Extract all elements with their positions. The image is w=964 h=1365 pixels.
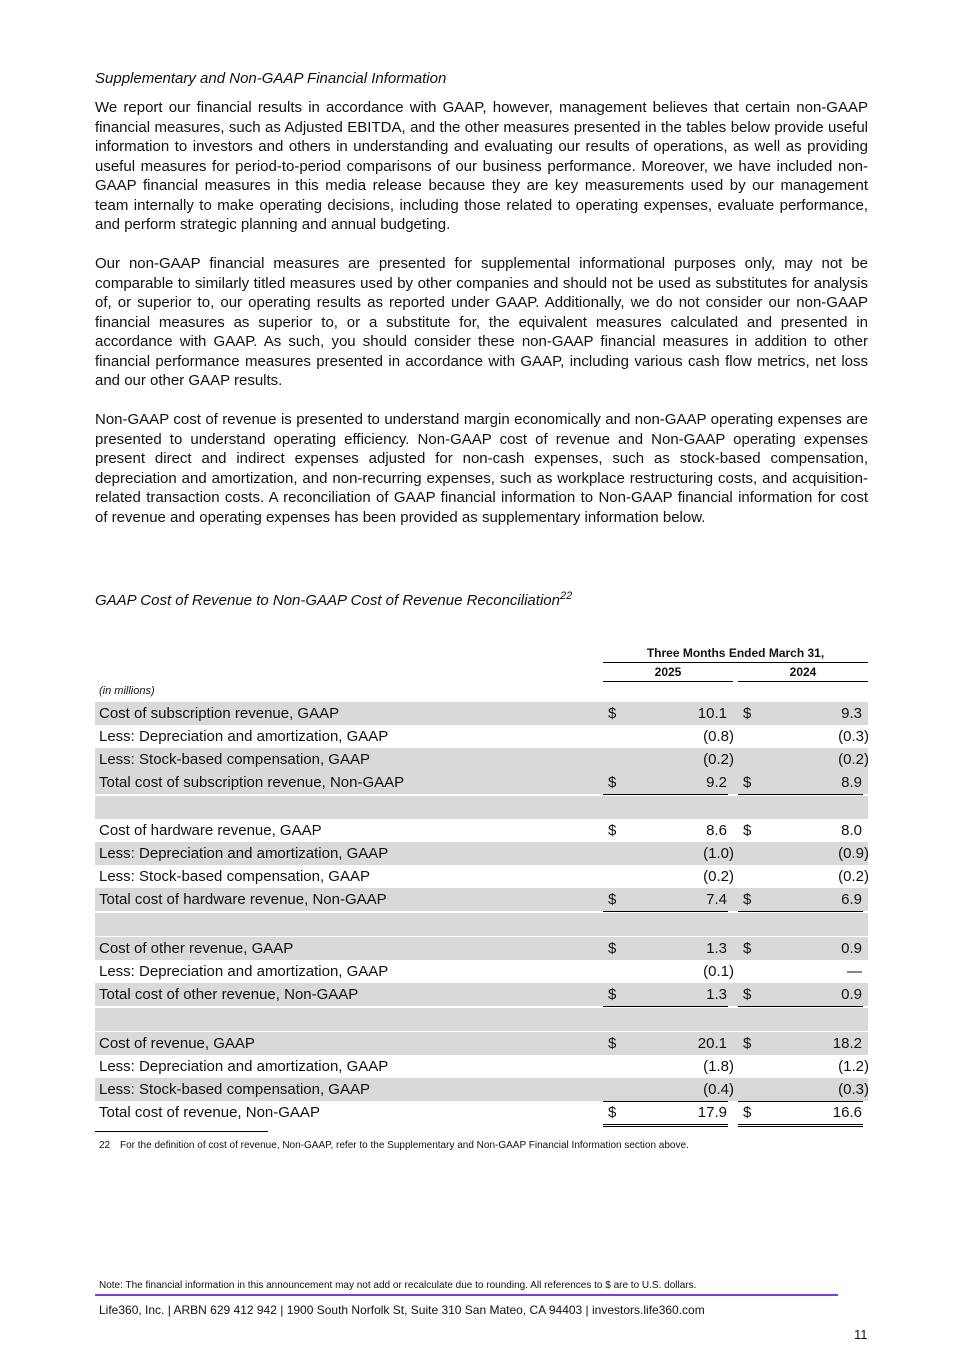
value-cell-2025 — [603, 725, 734, 748]
amount: (0.2) — [703, 751, 734, 768]
amount: (0.2) — [838, 868, 869, 885]
value-cell-2024 — [738, 819, 863, 842]
paragraph-1: We report our financial results in accordance with GAAP, however, management believes that certain non-GAAP financial measures, such as Adjusted EBITDA, and the other measures presented in the tables below provide useful information to investors and others in understanding and evaluating our results of operations, as well as providing useful measures for period-to-period comparisons of our business performance. Moreover, we have included non-GAAP financial measures in this media release because they are key measurements used by our management team internally to make operating decisions, including those related to operating expenses, evaluate performance, and perform strategic planning and annual budgeting. — [95, 99, 868, 233]
currency-symbol: $ — [608, 940, 617, 957]
currency-symbol: $ — [743, 822, 752, 839]
currency-symbol: $ — [608, 1035, 617, 1052]
table-row — [95, 983, 868, 1006]
row-label: Total cost of hardware revenue, Non-GAAP — [99, 891, 387, 908]
table-row — [95, 748, 868, 771]
page-number: 11 — [854, 1327, 868, 1342]
value-cell-2025 — [603, 1078, 734, 1102]
row-label: Cost of revenue, GAAP — [99, 1035, 255, 1052]
value-cell-2025 — [603, 888, 728, 914]
row-label: Total cost of subscription revenue, Non-GAAP — [99, 774, 405, 791]
value-cell-2024 — [738, 888, 863, 914]
table-title — [95, 592, 572, 609]
table-spacer-row — [95, 1008, 868, 1031]
value-cell-2024 — [738, 771, 863, 797]
value-cell-2024 — [738, 1055, 869, 1078]
footnote-number: 22 — [99, 1140, 111, 1151]
footnote — [99, 1140, 689, 1151]
row-label: Cost of other revenue, GAAP — [99, 940, 294, 957]
amount: (0.2) — [838, 751, 869, 768]
value-cell-2024 — [738, 1032, 863, 1055]
table-row — [95, 865, 868, 888]
table-row — [95, 819, 868, 842]
table-spacer-row — [95, 796, 868, 819]
value-cell-2024 — [738, 796, 863, 819]
currency-symbol: $ — [743, 1035, 752, 1052]
amount: — — [847, 963, 862, 980]
currency-symbol: $ — [608, 774, 617, 791]
amount: 10.1 — [697, 705, 727, 722]
amount: (0.9) — [838, 845, 869, 862]
value-cell-2025 — [603, 819, 728, 842]
footnote-divider — [95, 1131, 268, 1132]
value-cell-2025 — [603, 865, 734, 889]
amount: (0.3) — [838, 1081, 869, 1098]
amount: 18.2 — [832, 1035, 862, 1052]
amount: 0.9 — [841, 940, 862, 957]
amount: (0.8) — [703, 728, 734, 745]
value-cell-2024 — [738, 937, 863, 960]
section-title: Supplementary and Non-GAAP Financial Information — [95, 70, 447, 87]
amount: 20.1 — [697, 1035, 727, 1052]
value-cell-2024 — [738, 725, 869, 748]
row-label: Less: Depreciation and amortization, GAAP — [99, 963, 389, 980]
row-label: Less: Depreciation and amortization, GAAP — [99, 1058, 389, 1075]
amount: 1.3 — [706, 940, 727, 957]
year-header-2025: 2025 — [603, 665, 733, 682]
row-label: Less: Stock-based compensation, GAAP — [99, 1081, 370, 1098]
amount: (1.0) — [703, 845, 734, 862]
units-label: (in millions) — [99, 685, 155, 697]
row-label: Less: Depreciation and amortization, GAAP — [99, 728, 389, 745]
amount: 1.3 — [706, 986, 727, 1003]
value-cell-2025 — [603, 1032, 728, 1055]
amount: (1.2) — [838, 1058, 869, 1075]
currency-symbol: $ — [743, 705, 752, 722]
value-cell-2024 — [738, 865, 869, 889]
value-cell-2025 — [603, 702, 728, 725]
company-info: Life360, Inc. | ARBN 629 412 942 | 1900 South Norfolk St, Suite 310 San Mateo, CA 94403 | investors.life360.com — [99, 1303, 705, 1317]
amount: (1.8) — [703, 1058, 734, 1075]
value-cell-2024 — [738, 1078, 869, 1102]
table-row — [95, 1101, 868, 1124]
table-row — [95, 725, 868, 748]
amount: (0.3) — [838, 728, 869, 745]
value-cell-2025 — [603, 1055, 734, 1078]
row-label: Total cost of other revenue, Non-GAAP — [99, 986, 359, 1003]
value-cell-2025 — [603, 960, 734, 984]
period-header: Three Months Ended March 31, — [603, 646, 868, 663]
amount: (0.2) — [703, 868, 734, 885]
amount: 17.9 — [697, 1104, 727, 1121]
amount: 16.6 — [832, 1104, 862, 1121]
currency-symbol: $ — [743, 940, 752, 957]
footer-divider — [95, 1294, 838, 1296]
table-title-text: GAAP Cost of Revenue to Non-GAAP Cost of Revenue Reconciliation — [95, 592, 560, 609]
paragraph-2: Our non-GAAP financial measures are presented for supplemental informational purposes only, may not be comparable to similarly titled measures used by other companies and should not be used as substitutes for analysis of, or superior to, our operating results as reported under GAAP. Additionally, we do not consider our non-GAAP financial measures as superior to, or a substitute for, the equivalent measures calculated and presented in accordance with GAAP. As such, you should consider these non-GAAP financial measures in addition to other financial performance measures presented in accordance with GAAP, including various cash flow metrics, net loss and our other GAAP results. — [95, 255, 868, 389]
value-cell-2024 — [738, 1008, 863, 1031]
row-label: Cost of hardware revenue, GAAP — [99, 822, 322, 839]
value-cell-2024 — [738, 842, 869, 865]
value-cell-2024 — [738, 983, 863, 1009]
value-cell-2024 — [738, 960, 863, 984]
table-row — [95, 1078, 868, 1101]
table-title-footnote-ref: 22 — [559, 590, 573, 602]
value-cell-2025 — [603, 1101, 728, 1127]
table-spacer-row — [95, 913, 868, 936]
amount: 7.4 — [706, 891, 727, 908]
amount: 8.9 — [841, 774, 862, 791]
table-row — [95, 702, 868, 725]
row-label: Less: Stock-based compensation, GAAP — [99, 751, 370, 768]
amount: 9.3 — [841, 705, 862, 722]
value-cell-2025 — [603, 748, 734, 772]
row-label: Less: Stock-based compensation, GAAP — [99, 868, 370, 885]
table-row — [95, 842, 868, 865]
value-cell-2024 — [738, 748, 869, 772]
value-cell-2025 — [603, 842, 734, 865]
currency-symbol: $ — [743, 1104, 752, 1121]
currency-symbol: $ — [743, 986, 752, 1003]
paragraph-3: Non-GAAP cost of revenue is presented to understand margin economically and non-GAAP operating expenses are presented to understand operating efficiency. Non-GAAP cost of revenue and Non-GAAP operating expenses present direct and indirect expenses adjusted for non-cash expenses, such as stock-based compensation, depreciation and amortization, and non-recurring expenses, such as workplace restructuring costs, and acquisition-related transaction costs. A reconciliation of GAAP financial information to Non-GAAP financial information for cost of revenue and operating expenses has been provided as supplementary information below. — [95, 411, 868, 526]
table-row — [95, 771, 868, 794]
year-header-2024: 2024 — [738, 665, 868, 682]
value-cell-2025 — [603, 983, 728, 1009]
row-label: Less: Depreciation and amortization, GAAP — [99, 845, 389, 862]
currency-symbol: $ — [608, 891, 617, 908]
currency-symbol: $ — [608, 822, 617, 839]
row-label: Total cost of revenue, Non-GAAP — [99, 1104, 320, 1121]
value-cell-2025 — [603, 1008, 728, 1031]
table-row — [95, 888, 868, 911]
amount: (0.4) — [703, 1081, 734, 1098]
amount: 8.0 — [841, 822, 862, 839]
amount: 6.9 — [841, 891, 862, 908]
row-label: Cost of subscription revenue, GAAP — [99, 705, 340, 722]
currency-symbol: $ — [608, 986, 617, 1003]
value-cell-2025 — [603, 796, 728, 819]
currency-symbol: $ — [743, 891, 752, 908]
rounding-note: Note: The financial information in this announcement may not add or recalculate due to rounding. All references to $ are to U.S. dollars. — [99, 1280, 697, 1291]
value-cell-2025 — [603, 771, 728, 797]
currency-symbol: $ — [743, 774, 752, 791]
currency-symbol: $ — [608, 1104, 617, 1121]
amount: 9.2 — [706, 774, 727, 791]
table-row — [95, 1055, 868, 1078]
table-row — [95, 960, 868, 983]
table-row — [95, 937, 868, 960]
amount: 0.9 — [841, 986, 862, 1003]
currency-symbol: $ — [608, 705, 617, 722]
value-cell-2025 — [603, 913, 728, 936]
value-cell-2024 — [738, 702, 863, 725]
value-cell-2025 — [603, 937, 728, 960]
footnote-text: For the definition of cost of revenue, Non-GAAP, refer to the Supplementary and Non-GAAP Financial Information section above. — [120, 1140, 689, 1151]
table-row — [95, 1032, 868, 1055]
value-cell-2024 — [738, 913, 863, 936]
value-cell-2024 — [738, 1101, 863, 1127]
amount: 8.6 — [706, 822, 727, 839]
amount: (0.1) — [703, 963, 734, 980]
